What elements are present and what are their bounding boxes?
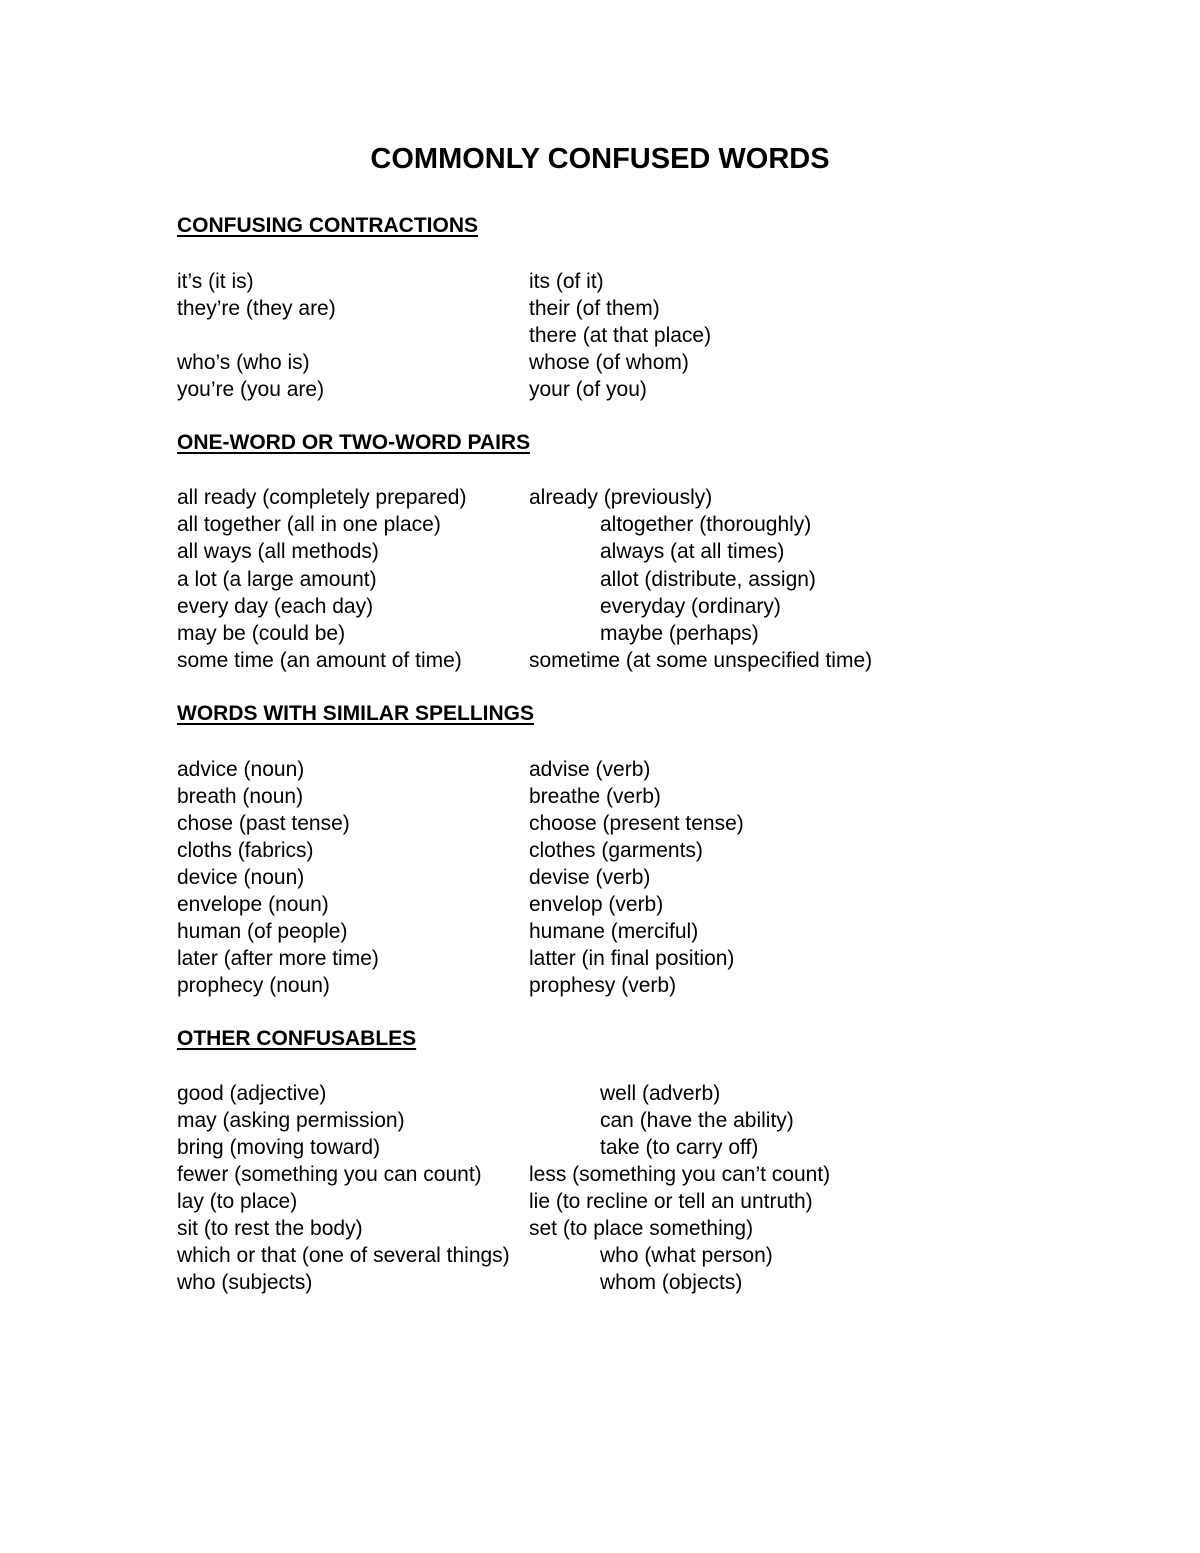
word-pair-row [0, 837, 1200, 864]
right-term: take (to carry off) [600, 1136, 759, 1159]
left-term: sit (to rest the body) [177, 1217, 363, 1240]
word-pair-row [0, 295, 1200, 322]
right-term: less (something you can’t count) [529, 1163, 831, 1186]
right-term: there (at that place) [529, 324, 712, 347]
left-term: advice (noun) [177, 758, 305, 781]
word-pair-row [0, 376, 1200, 403]
left-term: it’s (it is) [177, 270, 254, 293]
right-term: whom (objects) [600, 1271, 743, 1294]
right-term: lie (to recline or tell an untruth) [529, 1190, 813, 1213]
word-pair-row [0, 1188, 1200, 1215]
word-pair-row [0, 1161, 1200, 1188]
right-term: your (of you) [529, 378, 647, 401]
word-pair-row [0, 945, 1200, 972]
left-term: every day (each day) [177, 595, 374, 618]
right-term: can (have the ability) [600, 1109, 794, 1132]
word-pair-row [0, 322, 1200, 349]
word-pair-row [0, 891, 1200, 918]
word-pair-row [0, 349, 1200, 376]
left-term: all together (all in one place) [177, 513, 441, 536]
left-term: device (noun) [177, 866, 305, 889]
word-pair-row [0, 1215, 1200, 1242]
left-term: all ways (all methods) [177, 540, 379, 563]
section-heading: ONE-WORD OR TWO-WORD PAIRS [177, 431, 531, 454]
left-term: may be (could be) [177, 622, 346, 645]
word-pair-row [0, 593, 1200, 620]
word-pair-row [0, 268, 1200, 295]
word-pair-row [0, 538, 1200, 565]
word-pair-row [0, 620, 1200, 647]
right-term: envelop (verb) [529, 893, 664, 916]
section-heading: WORDS WITH SIMILAR SPELLINGS [177, 702, 534, 725]
right-term: maybe (perhaps) [600, 622, 759, 645]
word-pair-row [0, 918, 1200, 945]
left-term: good (adjective) [177, 1082, 327, 1105]
left-term: they’re (they are) [177, 297, 336, 320]
word-pair-row [0, 1134, 1200, 1161]
right-term: clothes (garments) [529, 839, 703, 862]
left-term: all ready (completely prepared) [177, 486, 467, 509]
left-term: some time (an amount of time) [177, 649, 462, 672]
left-term: prophecy (noun) [177, 974, 330, 997]
left-term: human (of people) [177, 920, 348, 943]
left-term: fewer (something you can count) [177, 1163, 482, 1186]
left-term: later (after more time) [177, 947, 379, 970]
right-term: advise (verb) [529, 758, 651, 781]
right-term: well (adverb) [600, 1082, 721, 1105]
left-term: you’re (you are) [177, 378, 325, 401]
right-term: breathe (verb) [529, 785, 661, 808]
word-pair-row [0, 810, 1200, 837]
right-term: sometime (at some unspecified time) [529, 649, 873, 672]
left-term: cloths (fabrics) [177, 839, 314, 862]
right-term: whose (of whom) [529, 351, 689, 374]
left-term: bring (moving toward) [177, 1136, 381, 1159]
word-pair-row [0, 1107, 1200, 1134]
left-term: who (subjects) [177, 1271, 313, 1294]
page-title: COMMONLY CONFUSED WORDS [370, 143, 830, 175]
right-term: devise (verb) [529, 866, 651, 889]
left-term: chose (past tense) [177, 812, 350, 835]
right-term: everyday (ordinary) [600, 595, 781, 618]
left-term: may (asking permission) [177, 1109, 405, 1132]
right-term: their (of them) [529, 297, 660, 320]
word-pair-row [0, 756, 1200, 783]
left-term: lay (to place) [177, 1190, 298, 1213]
word-pair-row [0, 972, 1200, 999]
right-term: choose (present tense) [529, 812, 744, 835]
word-pair-row [0, 484, 1200, 511]
word-pair-row [0, 1242, 1200, 1269]
left-term: breath (noun) [177, 785, 304, 808]
right-term: allot (distribute, assign) [600, 568, 816, 591]
left-term: a lot (a large amount) [177, 568, 377, 591]
right-term: altogether (thoroughly) [600, 513, 812, 536]
section-heading: CONFUSING CONTRACTIONS [177, 214, 478, 237]
word-pair-row [0, 1080, 1200, 1107]
right-term: humane (merciful) [529, 920, 699, 943]
right-term: set (to place something) [529, 1217, 754, 1240]
word-pair-row [0, 783, 1200, 810]
right-term: already (previously) [529, 486, 713, 509]
word-pair-row [0, 566, 1200, 593]
right-term: its (of it) [529, 270, 604, 293]
right-term: latter (in final position) [529, 947, 735, 970]
word-pair-row [0, 864, 1200, 891]
section-heading: OTHER CONFUSABLES [177, 1027, 417, 1050]
word-pair-row [0, 1269, 1200, 1296]
right-term: who (what person) [600, 1244, 773, 1267]
word-pair-row [0, 647, 1200, 674]
right-term: always (at all times) [600, 540, 785, 563]
left-term: which or that (one of several things) [177, 1244, 510, 1267]
left-term: envelope (noun) [177, 893, 329, 916]
right-term: prophesy (verb) [529, 974, 677, 997]
word-pair-row [0, 511, 1200, 538]
left-term: who’s (who is) [177, 351, 310, 374]
